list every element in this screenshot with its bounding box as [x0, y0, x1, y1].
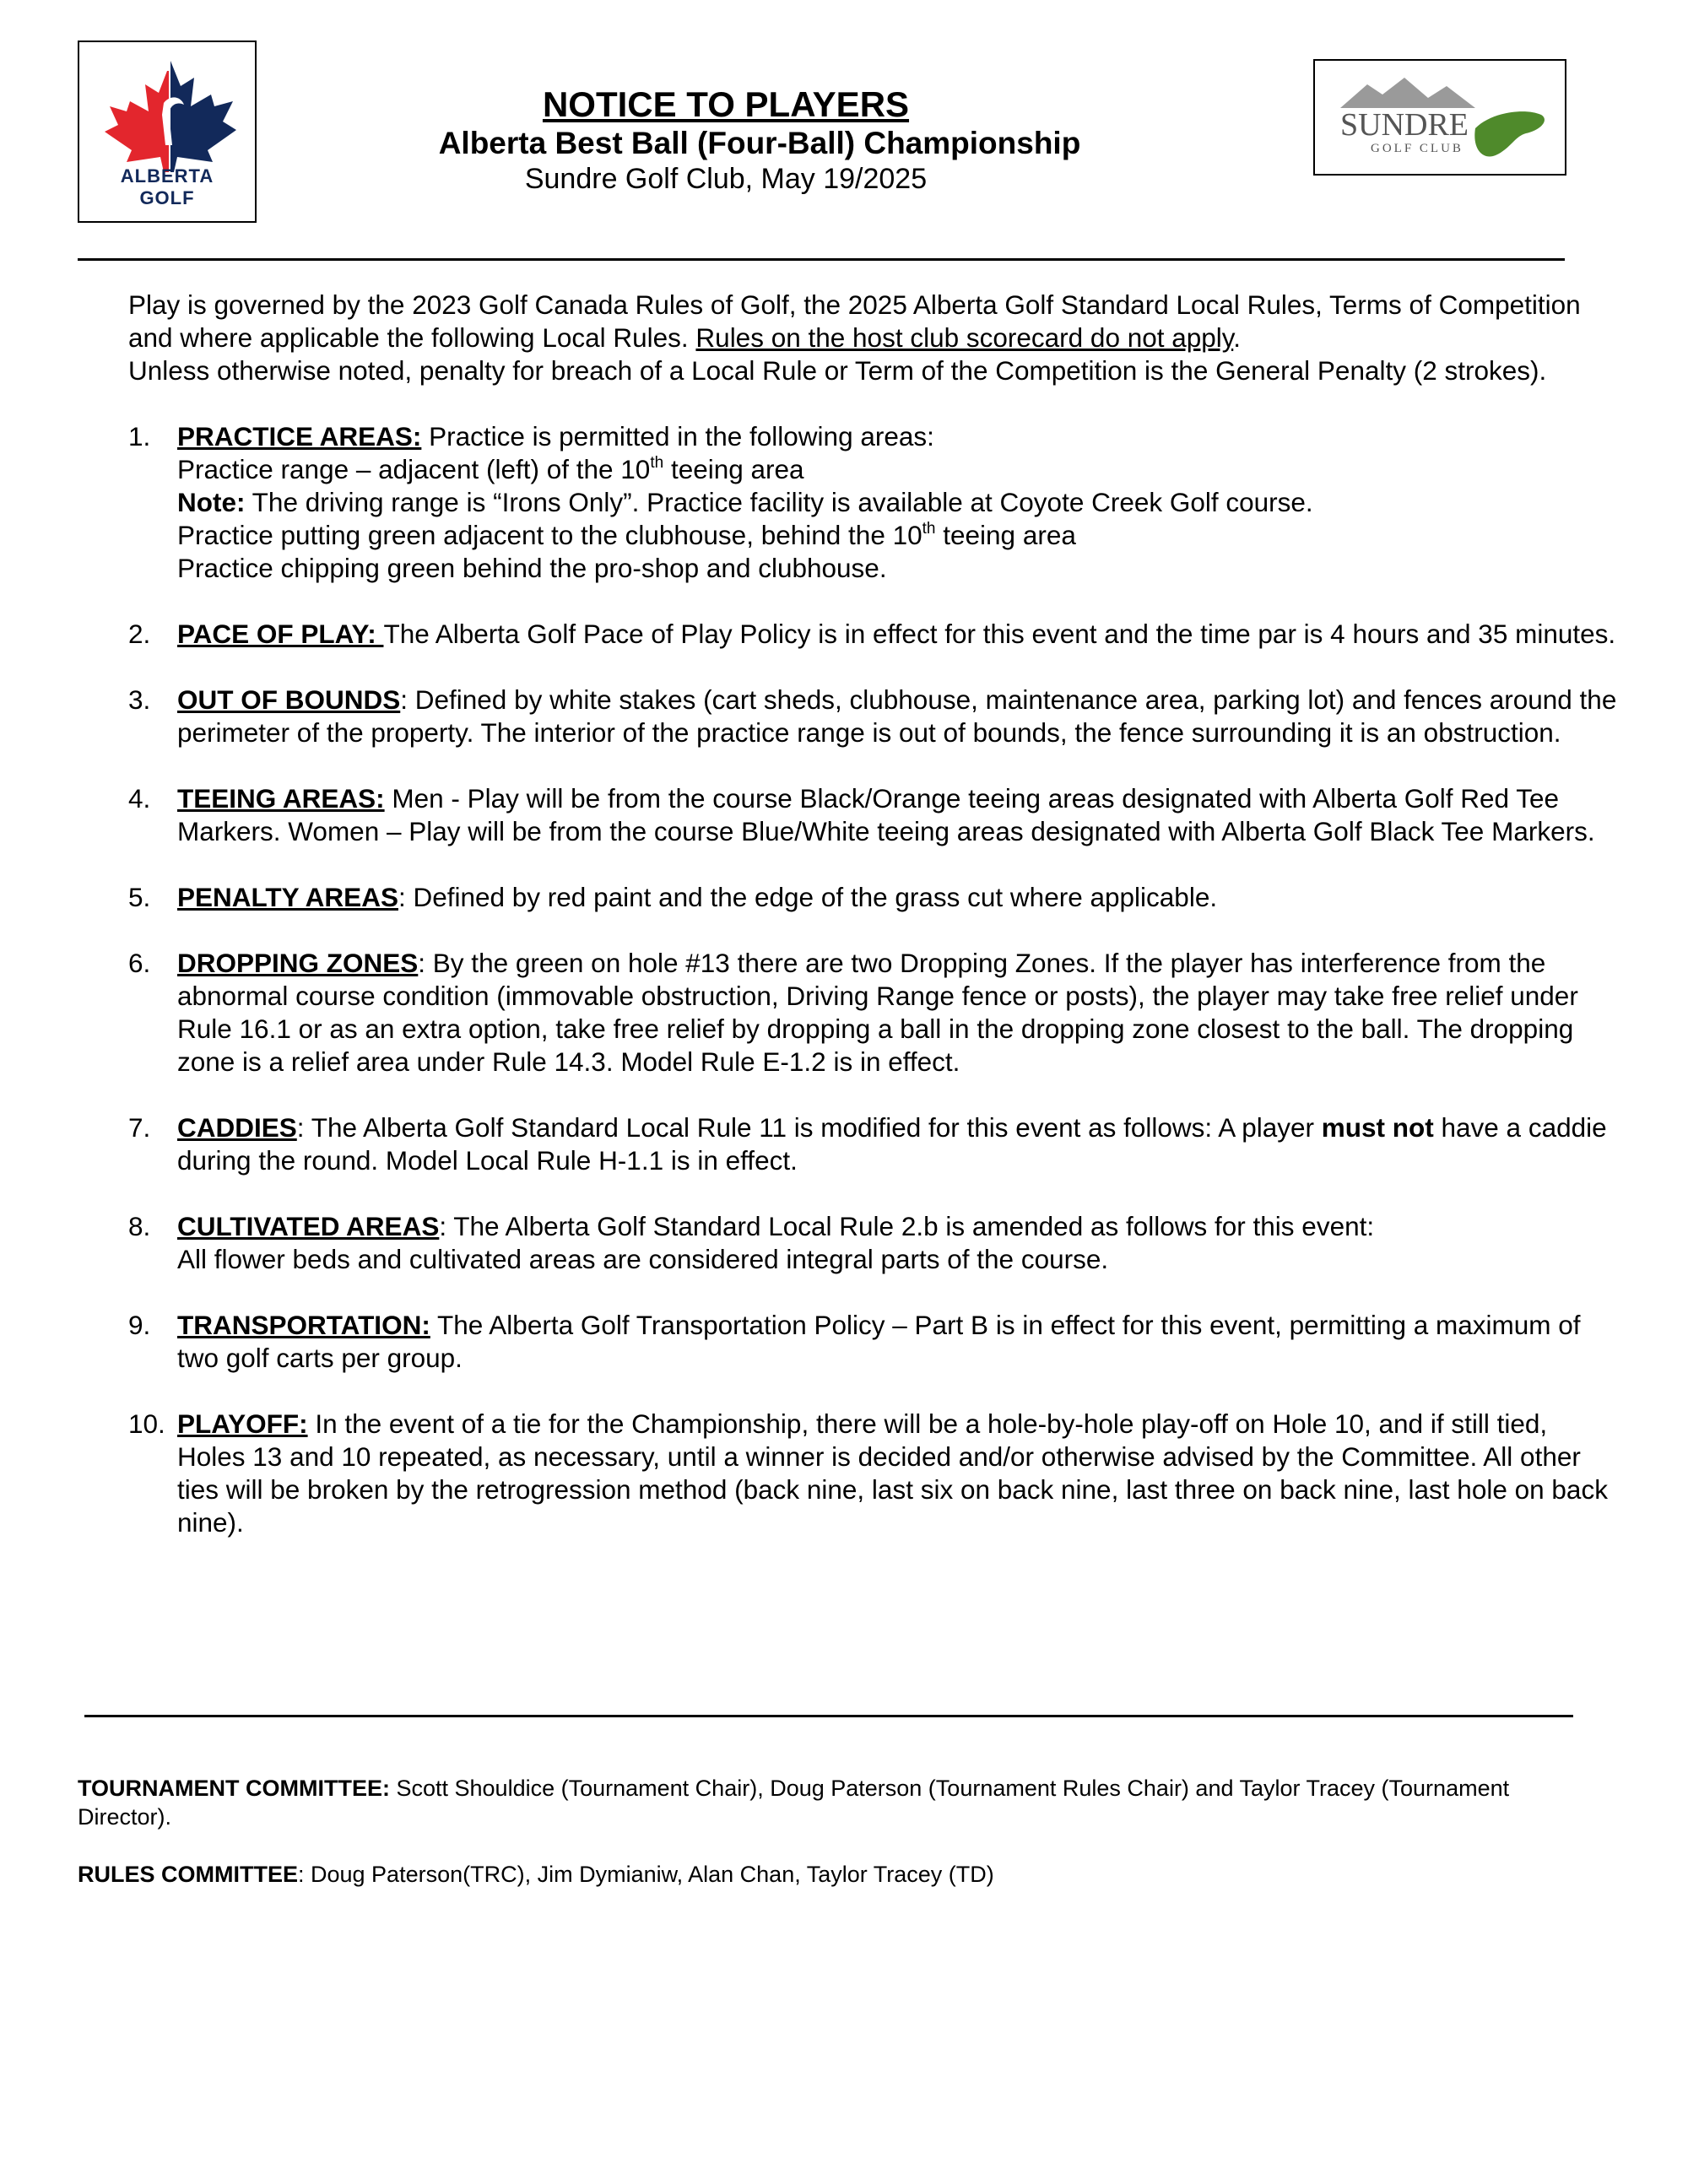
item-line: Practice range – adjacent (left) of the 10 — [177, 454, 651, 484]
list-item — [128, 881, 1622, 914]
rules-committee-members: : Doug Paterson(TRC), Jim Dymianiw, Alan Chan, Taylor Tracey (TD) — [298, 1862, 994, 1887]
list-item — [128, 684, 1622, 749]
item-text: In the event of a tie for the Championship, there will be a hole-by-hole play-off on Hole 10, and if still tied, Holes 13 and 10 repeated, as necessary, until a winner is decided and/or otherwise advised by the Committee. All other ties will be broken by the retrogression method (back nine, last six on back nine, last three on back nine, last hole on back nine). — [177, 1408, 1608, 1538]
item-number: 7. — [128, 1112, 151, 1143]
item-heading: DROPPING ZONES — [177, 948, 419, 978]
club-name: SUNDRE — [1340, 107, 1469, 143]
page-title: NOTICE TO PLAYERS — [542, 84, 910, 124]
item-heading: PACE OF PLAY: — [177, 619, 384, 649]
item-line: Practice chipping green behind the pro-shop and clubhouse. — [177, 553, 887, 583]
list-item — [128, 1408, 1622, 1539]
note-label: Note: — [177, 487, 246, 517]
top-divider — [78, 258, 1565, 261]
item-line: Practice putting green adjacent to the clubhouse, behind the 10 — [177, 520, 922, 550]
intro-paragraph — [128, 289, 1622, 354]
committee-footer — [78, 1774, 1580, 1917]
item-heading: PLAYOFF: — [177, 1408, 308, 1439]
list-item — [128, 782, 1622, 848]
intro-end: . — [1233, 322, 1241, 353]
maple-leaf-navy-half — [170, 61, 236, 172]
item-line: The driving range is “Irons Only”. Practice facility is available at Coyote Creek Golf course. — [245, 487, 1313, 517]
list-item — [128, 618, 1622, 651]
item-heading: OUT OF BOUNDS — [177, 684, 401, 715]
intro-underlined-note: Rules on the host club scorecard do not apply — [695, 322, 1234, 353]
item-heading: TEEING AREAS: — [177, 783, 385, 814]
list-item — [128, 1210, 1622, 1276]
item-line: teeing area — [663, 454, 804, 484]
bottom-divider — [84, 1715, 1573, 1717]
ordinal-suffix: th — [922, 519, 936, 538]
rules-committee-label: RULES COMMITTEE — [78, 1862, 298, 1887]
item-heading: CADDIES — [177, 1112, 297, 1143]
item-text: : Defined by red paint and the edge of the grass cut where applicable. — [398, 882, 1218, 912]
item-number: 1. — [128, 421, 151, 451]
list-item — [128, 420, 1622, 585]
logo-org-line2: GOLF — [139, 187, 195, 208]
item-heading: TRANSPORTATION: — [177, 1310, 430, 1340]
event-name: Alberta Best Ball (Four-Ball) Championship — [438, 126, 1081, 160]
mountain-icon — [1340, 78, 1475, 108]
intro-text: Play is governed by the 2023 Golf Canada Rules of Golf, the 2025 Alberta Golf Standard Local Rules, Terms of Competition and where applicable the following Local Rules. — [128, 289, 1581, 353]
alberta-golf-logo — [78, 41, 257, 223]
title-block — [354, 84, 1215, 196]
item-number: 9. — [128, 1310, 151, 1340]
item-line: All flower beds and cultivated areas are considered integral parts of the course. — [177, 1244, 1109, 1274]
sundre-golf-club-logo — [1313, 59, 1566, 176]
tournament-committee-members: Scott Shouldice (Tournament Chair), Doug Paterson (Tournament Rules Chair) and Taylor Tracey (Tournament Director). — [78, 1776, 1510, 1830]
item-heading: CULTIVATED AREAS — [177, 1211, 440, 1241]
maple-leaf-icon — [93, 52, 245, 179]
local-rules-list — [128, 420, 1622, 1539]
item-text: : The Alberta Golf Standard Local Rule 11 is modified for this event as follows: A player — [296, 1112, 1322, 1143]
intro-penalty-note: Unless otherwise noted, penalty for breach of a Local Rule or Term of the Competition is the General Penalty (2 strokes). — [128, 355, 1547, 386]
list-item — [128, 947, 1622, 1078]
intro — [128, 289, 1622, 387]
venue-date: Sundre Golf Club, May 19/2025 — [524, 163, 928, 195]
item-text: Men - Play will be from the course Black/Orange teeing areas designated with Alberta Golf Red Tee Markers. Women – Play will be from the course Blue/White teeing areas designated with Alberta Golf Black Tee Markers. — [177, 783, 1595, 846]
ordinal-suffix: th — [650, 453, 664, 472]
item-number: 6. — [128, 948, 151, 978]
tournament-committee — [78, 1774, 1580, 1831]
item-heading: PRACTICE AREAS: — [177, 421, 422, 451]
emphasis: must not — [1321, 1112, 1434, 1143]
item-number: 3. — [128, 684, 151, 715]
item-number: 4. — [128, 783, 151, 814]
list-item — [128, 1309, 1622, 1375]
list-item — [128, 1111, 1622, 1177]
club-tagline: GOLF CLUB — [1371, 142, 1463, 155]
rules-committee — [78, 1860, 1580, 1889]
item-text: : The Alberta Golf Standard Local Rule 2.b is amended as follows for this event: — [439, 1211, 1375, 1241]
item-line: teeing area — [935, 520, 1076, 550]
item-number: 10. — [128, 1408, 165, 1439]
logo-org-line1: ALBERTA — [120, 165, 214, 187]
tournament-committee-label: TOURNAMENT COMMITTEE: — [78, 1776, 390, 1801]
item-number: 5. — [128, 882, 151, 912]
item-text: The Alberta Golf Pace of Play Policy is in effect for this event and the time par is 4 hours and 35 minutes. — [383, 619, 1616, 649]
item-number: 2. — [128, 619, 151, 649]
fairway-icon — [1474, 111, 1545, 156]
item-text: Practice is permitted in the following areas: — [421, 421, 934, 451]
item-text: : Defined by white stakes (cart sheds, clubhouse, maintenance area, parking lot) and fences around the perimeter of the property. The interior of the practice range is out of bounds, the fence surrounding it is an obstruction. — [177, 684, 1617, 748]
item-number: 8. — [128, 1211, 151, 1241]
notice-body — [128, 289, 1622, 1572]
item-text: The Alberta Golf Transportation Policy – Part B is in effect for this event, permitting a maximum of two golf carts per group. — [177, 1310, 1581, 1373]
item-text: have a caddie during the round. Model Local Rule H-1.1 is in effect. — [177, 1112, 1607, 1176]
item-heading: PENALTY AREAS — [177, 882, 398, 912]
maple-leaf-red-half — [105, 71, 169, 172]
item-text: : By the green on hole #13 there are two Dropping Zones. If the player has interference from the abnormal course condition (immovable obstruction, Driving Range fence or posts), the player may take free relief under Rule 16.1 or as an extra option, take free relief by dropping a ball in the dropping zone closest to the ball. The dropping zone is a relief area under Rule 14.3. Model Rule E-1.2 is in effect. — [177, 948, 1578, 1077]
